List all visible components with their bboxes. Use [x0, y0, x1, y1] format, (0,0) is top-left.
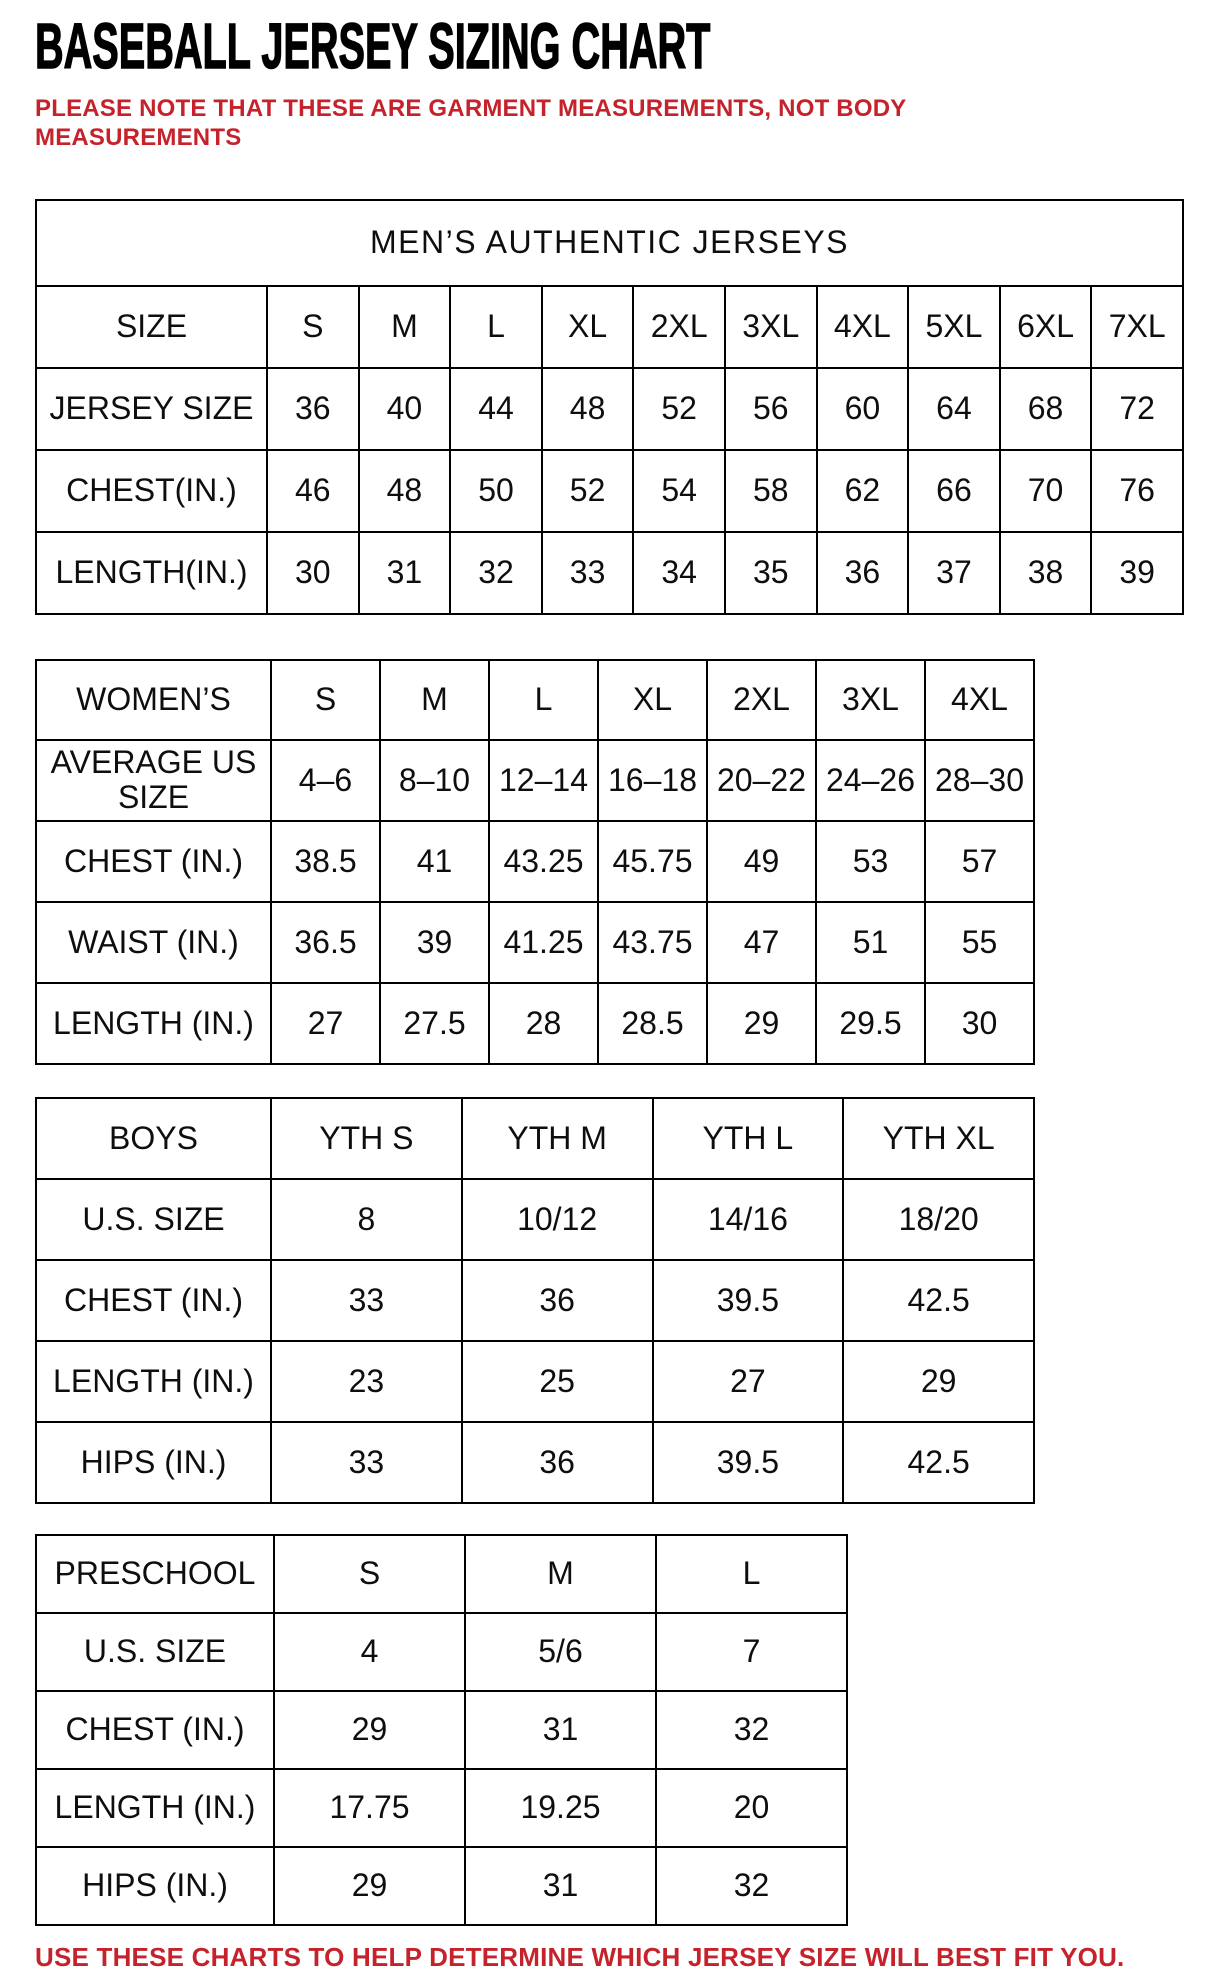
- table-cell: 36.5: [271, 902, 380, 983]
- table-cell: 47: [707, 902, 816, 983]
- table-row: [36, 902, 1034, 983]
- table-cell: 27: [271, 983, 380, 1064]
- table-cell: 8: [271, 1179, 462, 1260]
- table-cell: 43.75: [598, 902, 707, 983]
- table-cell: 28: [489, 983, 598, 1064]
- table-cell: 68: [1000, 368, 1092, 450]
- table-cell: 17.75: [274, 1769, 465, 1847]
- table-cell: 20–22: [707, 740, 816, 821]
- row-label: JERSEY SIZE: [36, 368, 267, 450]
- table-cell: 70: [1000, 450, 1092, 532]
- table-title-cell: WOMEN’S: [36, 660, 271, 740]
- column-header: S: [271, 660, 380, 740]
- table-cell: 28–30: [925, 740, 1034, 821]
- table-cell: 27: [653, 1341, 844, 1422]
- table-cell: 39.5: [653, 1422, 844, 1503]
- table-cell: 53: [816, 821, 925, 902]
- table-row: [36, 1179, 1034, 1260]
- table-cell: 33: [271, 1260, 462, 1341]
- table-cell: 32: [450, 532, 542, 614]
- table-cell: 14/16: [653, 1179, 844, 1260]
- table-cell: 2XL: [633, 286, 725, 368]
- table-cell: 8–10: [380, 740, 489, 821]
- table-cell: 42.5: [843, 1422, 1034, 1503]
- table-cell: 55: [925, 902, 1034, 983]
- table-cell: S: [267, 286, 359, 368]
- table-cell: 43.25: [489, 821, 598, 902]
- table-cell: 16–18: [598, 740, 707, 821]
- table-row: [36, 1341, 1034, 1422]
- table-cell: 6XL: [1000, 286, 1092, 368]
- table-cell: 4: [274, 1613, 465, 1691]
- table-cell: 50: [450, 450, 542, 532]
- mens-sizing-table: [35, 199, 1184, 615]
- table-row: [36, 1769, 847, 1847]
- table-cell: 18/20: [843, 1179, 1034, 1260]
- table-header-row: [36, 1535, 847, 1613]
- table-row: [36, 1260, 1034, 1341]
- table-row: [36, 1847, 847, 1925]
- table-cell: 60: [817, 368, 909, 450]
- table-cell: 7: [656, 1613, 847, 1691]
- column-header: 4XL: [925, 660, 1034, 740]
- table-cell: 5/6: [465, 1613, 656, 1691]
- table-cell: 56: [725, 368, 817, 450]
- mens-table-banner: MEN’S AUTHENTIC JERSEYS: [36, 200, 1183, 286]
- table-row: [36, 1613, 847, 1691]
- row-label: U.S. SIZE: [36, 1613, 274, 1691]
- column-header: 3XL: [816, 660, 925, 740]
- table-cell: 51: [816, 902, 925, 983]
- table-cell: 12–14: [489, 740, 598, 821]
- table-cell: 40: [359, 368, 451, 450]
- table-cell: 20: [656, 1769, 847, 1847]
- table-row: [36, 740, 1034, 821]
- table-cell: 4XL: [817, 286, 909, 368]
- row-label: HIPS (IN.): [36, 1847, 274, 1925]
- table-row: [36, 532, 1183, 614]
- row-label: LENGTH(IN.): [36, 532, 267, 614]
- row-label: WAIST (IN.): [36, 902, 271, 983]
- table-cell: 19.25: [465, 1769, 656, 1847]
- boys-sizing-table: [35, 1097, 1035, 1504]
- column-header: YTH L: [653, 1098, 844, 1179]
- table-row: [36, 1422, 1034, 1503]
- table-row: [36, 450, 1183, 532]
- table-cell: 72: [1091, 368, 1183, 450]
- garment-measurements-note: PLEASE NOTE THAT THESE ARE GARMENT MEASUREMENTS, NOT BODY MEASUREMENTS: [35, 95, 907, 152]
- table-header-row: [36, 1098, 1034, 1179]
- table-cell: 36: [462, 1260, 653, 1341]
- table-row: [36, 983, 1034, 1064]
- column-header: L: [656, 1535, 847, 1613]
- table-cell: 29: [274, 1691, 465, 1769]
- table-cell: 4–6: [271, 740, 380, 821]
- table-cell: 25: [462, 1341, 653, 1422]
- table-cell: 42.5: [843, 1260, 1034, 1341]
- column-header: L: [489, 660, 598, 740]
- table-cell: 66: [908, 450, 1000, 532]
- row-label: HIPS (IN.): [36, 1422, 271, 1503]
- table-cell: 5XL: [908, 286, 1000, 368]
- row-label: CHEST (IN.): [36, 1691, 274, 1769]
- table-cell: 39: [1091, 532, 1183, 614]
- row-label: CHEST (IN.): [36, 821, 271, 902]
- table-cell: 32: [656, 1847, 847, 1925]
- table-cell: 33: [542, 532, 634, 614]
- table-cell: L: [450, 286, 542, 368]
- row-label: LENGTH (IN.): [36, 983, 271, 1064]
- table-cell: 46: [267, 450, 359, 532]
- table-cell: 27.5: [380, 983, 489, 1064]
- table-cell: 41.25: [489, 902, 598, 983]
- table-cell: 10/12: [462, 1179, 653, 1260]
- table-row: [36, 1691, 847, 1769]
- row-label: U.S. SIZE: [36, 1179, 271, 1260]
- table-row: [36, 821, 1034, 902]
- table-cell: 64: [908, 368, 1000, 450]
- column-header: XL: [598, 660, 707, 740]
- row-label: LENGTH (IN.): [36, 1341, 271, 1422]
- table-header-row: [36, 660, 1034, 740]
- table-cell: 31: [465, 1691, 656, 1769]
- table-title-cell: BOYS: [36, 1098, 271, 1179]
- table-cell: 35: [725, 532, 817, 614]
- row-label: LENGTH (IN.): [36, 1769, 274, 1847]
- table-cell: 38: [1000, 532, 1092, 614]
- column-header: YTH S: [271, 1098, 462, 1179]
- table-row: [36, 368, 1183, 450]
- table-cell: 28.5: [598, 983, 707, 1064]
- table-cell: 54: [633, 450, 725, 532]
- table-cell: 36: [267, 368, 359, 450]
- table-cell: 29: [843, 1341, 1034, 1422]
- column-header: M: [380, 660, 489, 740]
- column-header: 2XL: [707, 660, 816, 740]
- table-cell: 37: [908, 532, 1000, 614]
- row-label: SIZE: [36, 286, 267, 368]
- table-cell: 30: [267, 532, 359, 614]
- table-cell: 62: [817, 450, 909, 532]
- table-cell: 48: [359, 450, 451, 532]
- page-title: BASEBALL JERSEY SIZING CHART: [35, 10, 711, 82]
- table-cell: 39.5: [653, 1260, 844, 1341]
- table-cell: 38.5: [271, 821, 380, 902]
- table-cell: 30: [925, 983, 1034, 1064]
- table-cell: 34: [633, 532, 725, 614]
- womens-sizing-table: [35, 659, 1035, 1065]
- table-cell: 52: [542, 450, 634, 532]
- table-row: [36, 286, 1183, 368]
- table-cell: 7XL: [1091, 286, 1183, 368]
- row-label: CHEST(IN.): [36, 450, 267, 532]
- mens-banner-row: [36, 200, 1183, 286]
- table-cell: 36: [817, 532, 909, 614]
- row-label: CHEST (IN.): [36, 1260, 271, 1341]
- table-cell: 52: [633, 368, 725, 450]
- table-cell: 3XL: [725, 286, 817, 368]
- table-cell: 44: [450, 368, 542, 450]
- column-header: M: [465, 1535, 656, 1613]
- table-cell: 41: [380, 821, 489, 902]
- preschool-sizing-table: [35, 1534, 848, 1926]
- table-cell: 49: [707, 821, 816, 902]
- table-cell: 29.5: [816, 983, 925, 1064]
- table-cell: 29: [274, 1847, 465, 1925]
- table-cell: 36: [462, 1422, 653, 1503]
- table-cell: XL: [542, 286, 634, 368]
- row-label: AVERAGE US SIZE: [36, 740, 271, 821]
- table-cell: 39: [380, 902, 489, 983]
- table-cell: 32: [656, 1691, 847, 1769]
- table-cell: 33: [271, 1422, 462, 1503]
- table-cell: 58: [725, 450, 817, 532]
- table-cell: 45.75: [598, 821, 707, 902]
- column-header: YTH XL: [843, 1098, 1034, 1179]
- table-cell: 31: [359, 532, 451, 614]
- table-cell: 76: [1091, 450, 1183, 532]
- table-cell: 31: [465, 1847, 656, 1925]
- table-cell: 23: [271, 1341, 462, 1422]
- footer-note: USE THESE CHARTS TO HELP DETERMINE WHICH JERSEY SIZE WILL BEST FIT YOU.: [35, 1941, 1125, 1972]
- table-cell: 29: [707, 983, 816, 1064]
- table-title-cell: PRESCHOOL: [36, 1535, 274, 1613]
- column-header: S: [274, 1535, 465, 1613]
- table-cell: 24–26: [816, 740, 925, 821]
- table-cell: M: [359, 286, 451, 368]
- table-cell: 48: [542, 368, 634, 450]
- table-cell: 57: [925, 821, 1034, 902]
- column-header: YTH M: [462, 1098, 653, 1179]
